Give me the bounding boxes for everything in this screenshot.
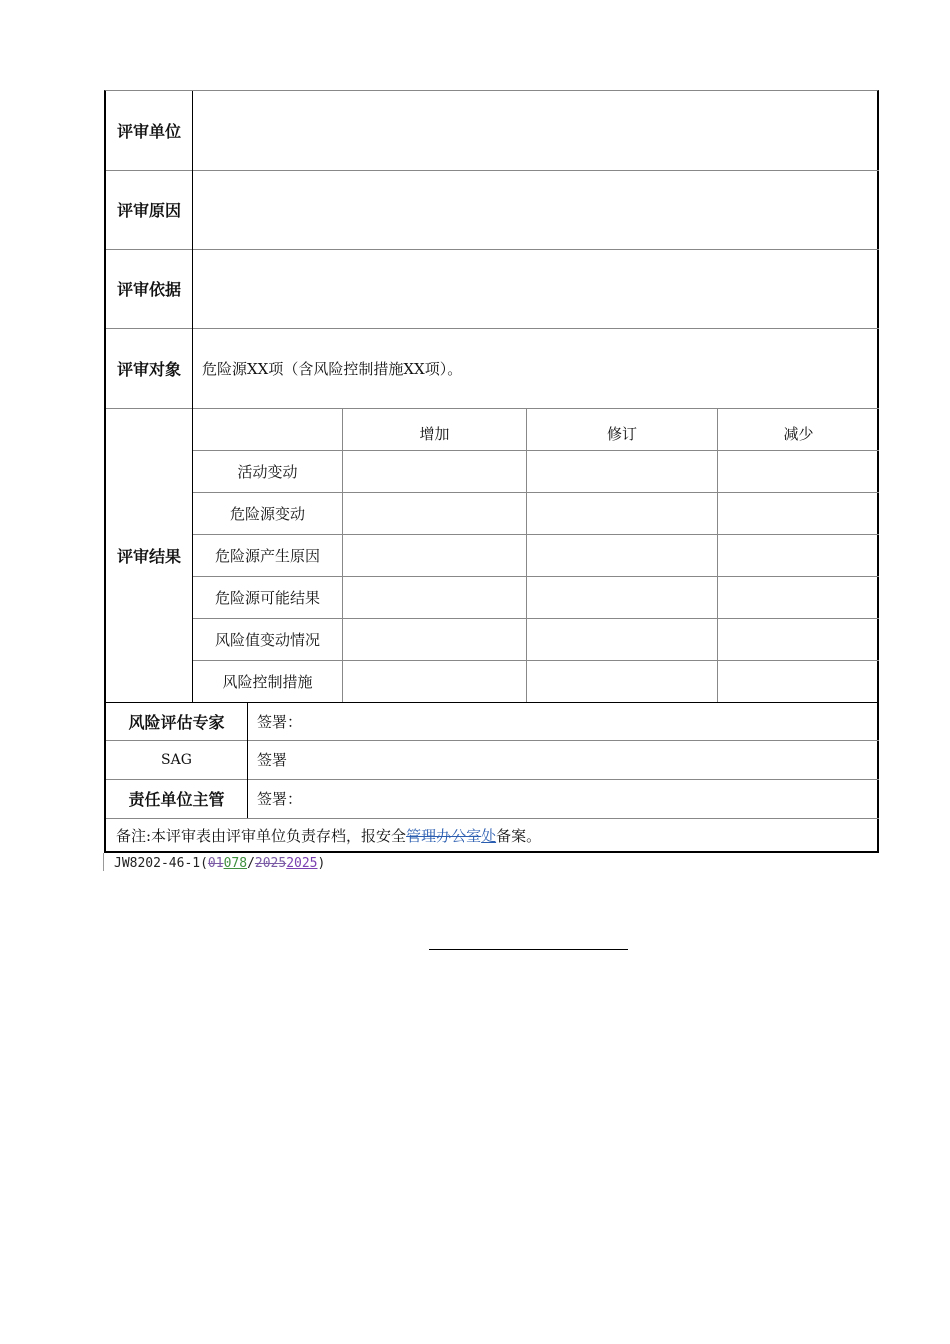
footnote-suffix: 备案。: [496, 826, 542, 845]
label-unit-supervisor: 责任单位主管: [128, 790, 225, 809]
doc-code-base: JW8202-46-1(: [114, 856, 208, 871]
row-label-hazard-cause: 危险源产生原因: [214, 546, 320, 565]
header-reduce: 减少: [783, 424, 814, 443]
footnote-prefix: 备注:本评审表由评审单位负责存档，报安全: [116, 826, 407, 845]
doc-code-separator: /: [247, 856, 255, 871]
signature-supervisor[interactable]: 签署：: [257, 790, 303, 808]
document-code: [114, 856, 325, 871]
label-review-object: 评审对象: [116, 359, 181, 379]
footnote: [116, 818, 876, 852]
row-label-hazard-result: 危险源可能结果: [214, 588, 320, 607]
label-review-result: 评审结果: [116, 546, 181, 566]
review-object-value[interactable]: 危险源XX项（含风险控制措施XX项）。: [202, 359, 463, 378]
label-review-basis: 评审依据: [116, 280, 181, 299]
footnote-deleted-text: 管理办公室: [406, 826, 482, 845]
row-label-hazard-change: 危险源变动: [229, 504, 305, 523]
label-risk-expert: 风险评估专家: [128, 712, 225, 732]
doc-code-year-old: 2025: [254, 856, 287, 871]
row-label-activity-change: 活动变动: [237, 462, 298, 481]
signature-expert[interactable]: 签署：: [257, 712, 303, 731]
signature-column-divider: [247, 702, 248, 818]
doc-code-year-new: 2025: [286, 856, 318, 871]
signature-sag[interactable]: 签署: [257, 751, 288, 769]
label-sag: SAG: [161, 751, 192, 768]
label-review-reason: 评审原因: [116, 201, 181, 220]
doc-code-version-old: 01: [207, 856, 224, 871]
label-review-unit: 评审单位: [116, 122, 181, 141]
review-unit-value[interactable]: [202, 91, 872, 170]
review-basis-value[interactable]: [202, 249, 872, 328]
review-form-table: [104, 90, 879, 853]
revision-bar: [103, 853, 104, 871]
row-label-risk-value-change: 风险值变动情况: [214, 630, 320, 649]
header-revise: 修订: [606, 424, 637, 443]
review-reason-value[interactable]: [202, 170, 872, 249]
row-label-risk-control: 风险控制措施: [222, 672, 313, 691]
doc-code-end: ): [317, 856, 326, 871]
header-add: 增加: [419, 424, 450, 443]
footnote-inserted-text: 处: [481, 826, 497, 845]
signature-line: [429, 949, 628, 950]
doc-code-version-new: 078: [223, 856, 248, 871]
